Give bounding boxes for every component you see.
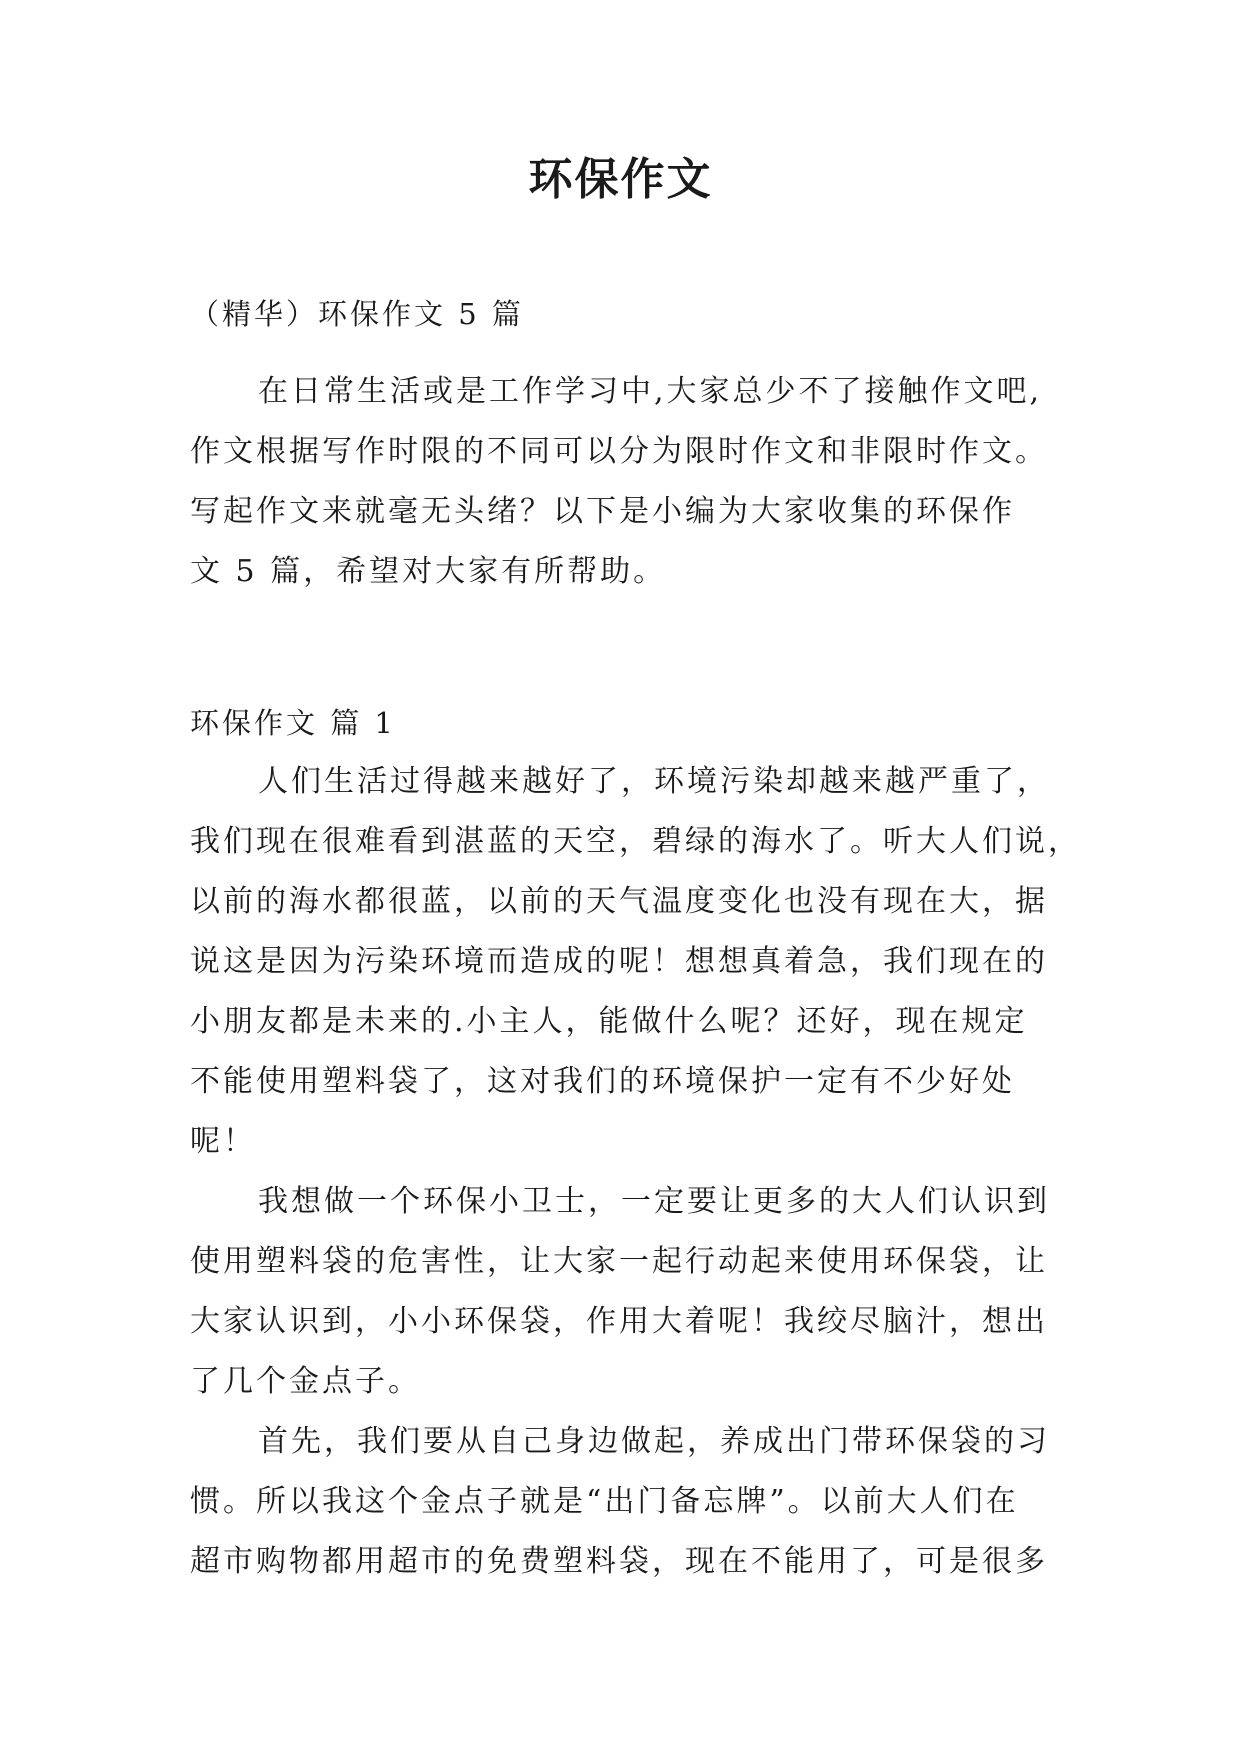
section1-paragraph-1	[190, 752, 1081, 1172]
paragraph-line: 大家认识到，小小环保袋，作用大着呢！我绞尽脑汁，想出	[190, 1304, 1048, 1339]
paragraph-line: 人们生活过得越来越好了，环境污染却越来越严重了，	[258, 764, 1050, 799]
paragraph-line: 了几个金点子。	[190, 1364, 421, 1399]
paragraph-line: 惯。所以我这个金点子就是“出门备忘牌”。以前大人们在	[190, 1484, 1019, 1519]
paragraph-line: 作文根据写作时限的不同可以分为限时作文和非限时作文。	[190, 434, 1048, 469]
paragraph-line: 我们现在很难看到湛蓝的天空，碧绿的海水了。听大人们说，	[190, 824, 1081, 859]
section1-paragraph-2	[190, 1172, 1070, 1412]
paragraph-line: 文 5 篇，希望对大家有所帮助。	[190, 554, 667, 589]
document-title: 环保作文	[528, 154, 713, 205]
paragraph-line: 写起作文来就毫无头绪？以下是小编为大家收集的环保作	[190, 494, 1015, 529]
intro-paragraph	[190, 362, 1070, 602]
paragraph-line: 呢！	[190, 1124, 256, 1159]
paragraph-line: 不能使用塑料袋了，这对我们的环境保护一定有不少好处	[190, 1064, 1015, 1099]
paragraph-line: 以前的海水都很蓝，以前的天气温度变化也没有现在大，据	[190, 884, 1048, 919]
paragraph-line: 在日常生活或是工作学习中,大家总少不了接触作文吧,	[258, 374, 1043, 409]
paragraph-line: 超市购物都用超市的免费塑料袋，现在不能用了，可是很多	[190, 1544, 1048, 1579]
section-heading: 环保作文 篇 1	[190, 706, 396, 740]
paragraph-line: 小朋友都是未来的.小主人，能做什么呢？还好，现在规定	[190, 1004, 1028, 1039]
paragraph-line: 说这是因为污染环境而造成的呢！想想真着急，我们现在的	[190, 944, 1048, 979]
section1-paragraph-3	[190, 1412, 1070, 1592]
document-subtitle: （精华）环保作文 5 篇	[190, 297, 524, 331]
paragraph-line: 使用塑料袋的危害性，让大家一起行动起来使用环保袋，让	[190, 1244, 1048, 1279]
paragraph-line: 我想做一个环保小卫士，一定要让更多的大人们认识到	[258, 1184, 1050, 1219]
paragraph-line: 首先，我们要从自己身边做起，养成出门带环保袋的习	[258, 1424, 1050, 1459]
